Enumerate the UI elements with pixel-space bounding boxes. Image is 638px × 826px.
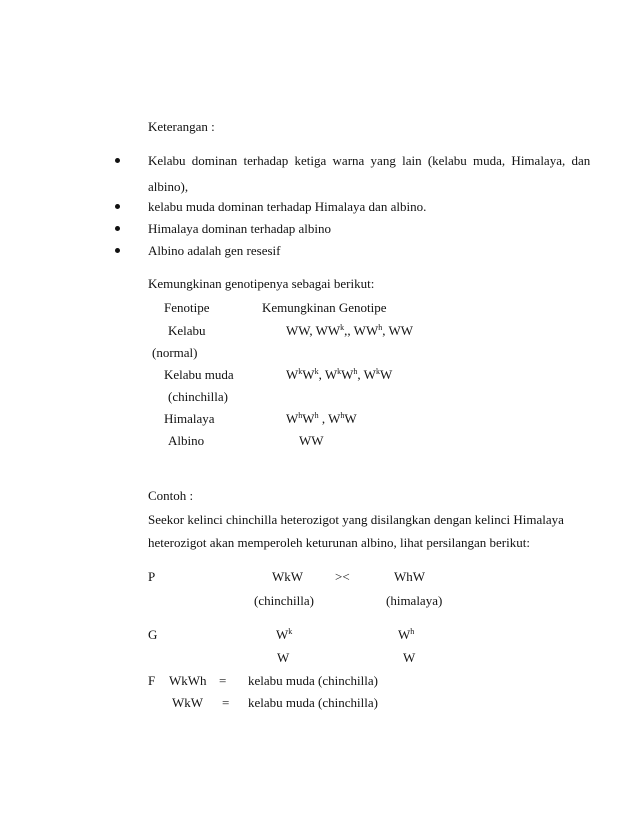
bullet-text: Albino adalah gen resesif xyxy=(148,243,281,258)
bullet-dot xyxy=(115,158,120,163)
offspring-phenotype: kelabu muda (chinchilla) xyxy=(248,695,378,710)
bullet-text: Kelabu dominan terhadap ketiga warna yang lain (kelabu muda, Himalaya, dan xyxy=(148,153,591,168)
genotype-himalaya: $W^hW^h$ , $W^hW$ xyxy=(286,411,357,426)
cross-p-label: P xyxy=(148,569,156,584)
cross-f-label: F xyxy=(148,673,156,688)
offspring-equals: = xyxy=(222,695,230,710)
table-header-phenotype: Fenotipe xyxy=(164,300,210,315)
table-header-genotype: Kemungkinan Genotipe xyxy=(262,300,387,315)
gamete-wh: $W^h$ xyxy=(398,627,415,642)
phenotype-note-normal: (normal) xyxy=(152,345,198,360)
offspring-phenotype: kelabu muda (chinchilla) xyxy=(248,673,378,688)
example-text-line1: Seekor kelinci chinchilla heterozigot yang disilangkan dengan kelinci Himalaya xyxy=(148,512,564,527)
cross-parent2-name: (himalaya) xyxy=(386,593,443,608)
possibilities-intro: Kemungkinan genotipenya sebagai berikut: xyxy=(148,276,375,291)
example-label: Contoh : xyxy=(148,488,194,503)
cross-parent1-genotype: WkW xyxy=(272,569,304,584)
phenotype-kelabu: Kelabu xyxy=(168,323,206,338)
phenotype-albino: Albino xyxy=(168,433,205,448)
phenotype-kelabu-muda: Kelabu muda xyxy=(164,367,234,382)
genotype-kelabu: WW, $WW^k$,, $WW^h$, WW xyxy=(286,323,414,338)
heading-keterangan: Keterangan : xyxy=(148,119,215,134)
phenotype-note-chinchilla: (chinchilla) xyxy=(168,389,228,404)
bullet-text: Himalaya dominan terhadap albino xyxy=(148,221,332,236)
genotype-kelabu-muda: $W^kW^k$, $W^kW^h$, $W^kW$ xyxy=(286,367,393,382)
bullet-dot xyxy=(115,204,120,209)
genotype-albino: WW xyxy=(299,433,324,448)
bullet-text-continuation: albino), xyxy=(148,179,189,194)
gamete-w-parent1: W xyxy=(277,650,290,665)
bullet-dot xyxy=(115,226,120,231)
gamete-w-parent2: W xyxy=(403,650,416,665)
offspring-genotype: WkWh xyxy=(169,673,207,688)
offspring-equals: = xyxy=(219,673,227,688)
cross-symbol: >< xyxy=(335,569,350,584)
example-text-line2: heterozigot akan memperoleh keturunan albino, lihat persilangan berikut: xyxy=(148,535,530,550)
bullet-dot xyxy=(115,248,120,253)
bullet-text: kelabu muda dominan terhadap Himalaya dan albino. xyxy=(148,199,427,214)
cross-parent2-genotype: WhW xyxy=(394,569,426,584)
offspring-genotype: WkW xyxy=(172,695,204,710)
phenotype-himalaya: Himalaya xyxy=(164,411,215,426)
gamete-wk: $W^k$ xyxy=(276,627,293,642)
cross-parent1-name: (chinchilla) xyxy=(254,593,314,608)
cross-g-label: G xyxy=(148,627,158,642)
